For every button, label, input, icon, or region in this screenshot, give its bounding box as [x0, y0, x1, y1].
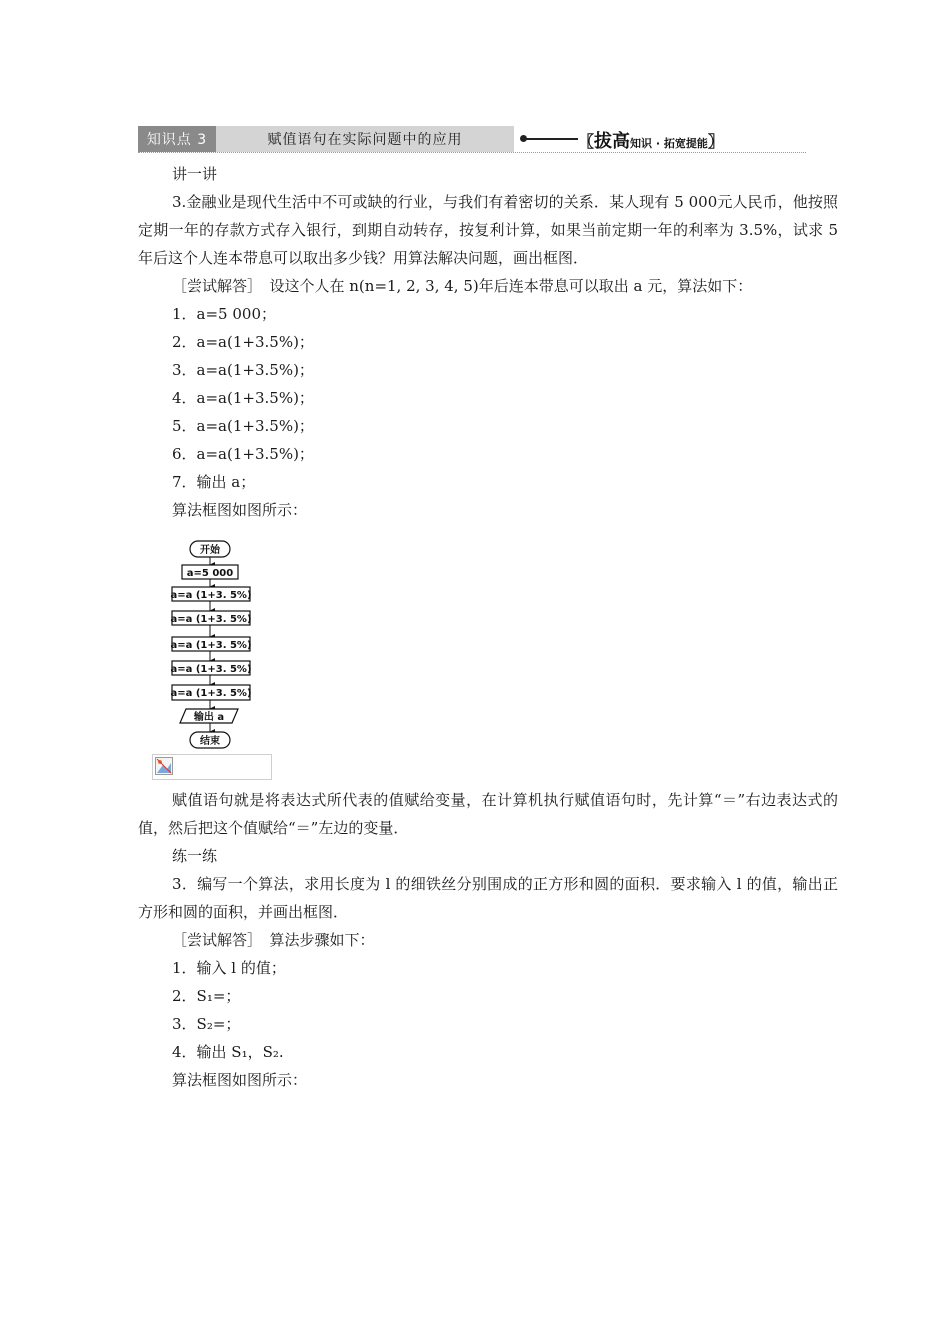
process-label: a=a (1+3. 5%) [170, 640, 252, 651]
algorithm-step: 4．a=a(1+3.5%)； [172, 389, 314, 407]
algorithm-step: 2．S₁=； [172, 987, 241, 1005]
start-label: 开始 [200, 545, 220, 556]
algorithm-step: 5．a=a(1+3.5%)； [172, 417, 314, 435]
slogan-sub: 知识 · 拓宽提能 [630, 137, 708, 150]
assignment-statement-note: 赋值语句就是将表达式所代表的值赋给变量，在计算机执行赋值语句时，先计算“＝”右边表达式的值，然后把这个值赋给“＝”左边的变量． [138, 791, 838, 837]
header-slogan [578, 127, 724, 153]
end-label: 结束 [200, 736, 220, 747]
algorithm-step: 6．a=a(1+3.5%)； [172, 445, 314, 463]
process-label: a=a (1+3. 5%) [170, 614, 252, 625]
document-body [138, 160, 838, 1094]
process-label: a=a (1+3. 5%) [170, 664, 252, 675]
algorithm-step: 1．输入 l 的值； [172, 959, 286, 977]
algorithm-step: 3．a=a(1+3.5%)； [172, 361, 314, 379]
algorithm-flowchart [166, 530, 316, 750]
slogan-open-bracket: 〖 [578, 132, 595, 151]
slogan-close-bracket: 〗 [707, 132, 724, 151]
flowchart-caption: 算法框图如图所示： [172, 501, 308, 519]
section-header-bar [138, 126, 806, 153]
process-label: a=a (1+3. 5%) [170, 688, 252, 699]
section-heading-lecture: 讲一讲 [172, 165, 218, 183]
header-slogan-area [514, 126, 806, 152]
answer-intro: ［尝试解答］ 算法步骤如下： [172, 931, 375, 949]
broken-image-placeholder [152, 754, 272, 780]
algorithm-step: 2．a=a(1+3.5%)； [172, 333, 314, 351]
algorithm-step: 4．输出 S₁，S₂. [172, 1043, 284, 1061]
example-problem: 3.金融业是现代生活中不可或缺的行业，与我们有着密切的关系．某人现有 5 000元人民币，他按照定期一年的存款方式存入银行，到期自动转存，按复利计算，如果当前定期一年的利率为 3.5%，试求 5 年后这个人连本带息可以取出多少钱？用算法解决问题，画出框图． [138, 193, 838, 267]
answer-intro: ［尝试解答］ 设这个人在 n(n=1, 2, 3, 4, 5)年后连本带息可以取出 a 元，算法如下： [172, 277, 753, 295]
output-label: 输出 a [193, 712, 225, 723]
process-label: a=a (1+3. 5%) [170, 590, 252, 601]
flowchart-caption: 算法框图如图所示： [172, 1071, 308, 1089]
knowledge-point-tag: 知识点 3 [138, 126, 216, 152]
slogan-main: 拔高 [594, 131, 631, 152]
header-rule [526, 138, 578, 140]
algorithm-step: 7．输出 a； [172, 473, 256, 491]
section-title: 赋值语句在实际问题中的应用 [216, 126, 514, 152]
section-heading-practice: 练一练 [172, 847, 218, 865]
practice-problem: 3．编写一个算法，求用长度为 l 的细铁丝分别围成的正方形和圆的面积．要求输入 l 的值，输出正方形和圆的面积，并画出框图． [138, 875, 838, 921]
algorithm-step: 1．a=5 000； [172, 305, 276, 323]
algorithm-step: 3．S₂=； [172, 1015, 241, 1033]
broken-image-icon [155, 757, 173, 775]
process-label-init: a=5 000 [186, 568, 234, 579]
